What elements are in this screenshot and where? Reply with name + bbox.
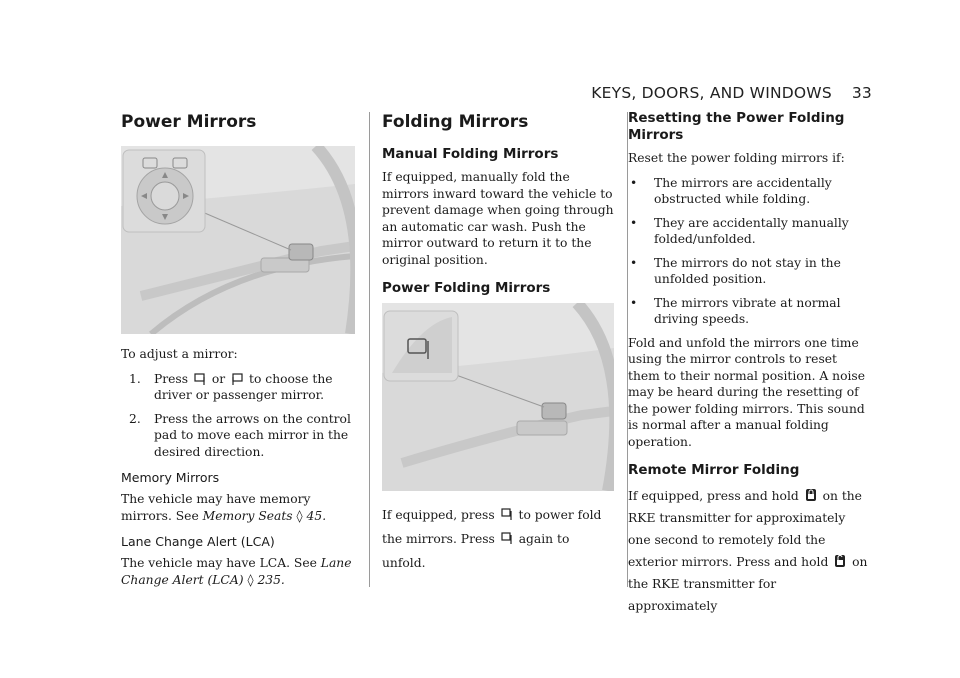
list-item — [628, 175, 868, 208]
bullet-text: The mirrors are accidentally obstructed while folding. — [654, 175, 832, 206]
intro-text: To adjust a mirror: — [121, 347, 238, 361]
memory-page-ref[interactable]: 45. — [306, 508, 327, 523]
lca-text — [121, 555, 357, 588]
adjust-steps — [121, 371, 357, 461]
mirror-control-illustration — [121, 146, 355, 334]
power-text: If equipped, press — [382, 508, 495, 522]
reset-conditions — [628, 175, 868, 328]
list-item — [628, 295, 868, 328]
unlock-key-icon — [834, 554, 846, 568]
step-text: Press the arrows on the control pad to move each mirror in the desired direction. — [154, 411, 351, 459]
remote-text: on the RKE transmitter for approximately — [628, 555, 868, 613]
bullet-text: They are accidentally manually folded/unfolded. — [654, 215, 849, 246]
left-mirror-select-icon — [194, 372, 206, 385]
page-ref-icon: ◊ — [296, 508, 303, 523]
lca-heading: Lane Change Alert (LCA) — [121, 534, 275, 549]
memory-mirrors-heading: Memory Mirrors — [121, 470, 220, 485]
folding-switch-illustration — [382, 303, 614, 491]
step-text: to choose the driver or passenger mirror. — [154, 371, 333, 402]
right-mirror-select-icon — [231, 372, 243, 385]
lock-key-icon — [805, 488, 817, 502]
running-header — [591, 84, 872, 102]
step-item — [121, 371, 357, 404]
memory-mirrors-text — [121, 491, 357, 524]
bullet-icon: • — [630, 175, 638, 190]
list-item — [628, 255, 868, 288]
step-text: Press — [154, 371, 189, 386]
bullet-text: The mirrors do not stay in the unfolded position. — [654, 255, 841, 286]
power-mirrors-heading: Power Mirrors — [121, 112, 257, 132]
column-3 — [628, 110, 868, 625]
lca-page-ref[interactable]: 235. — [257, 572, 285, 587]
reset-text: Fold and unfold the mirrors one time using the mirror controls to reset them to their normal position. A noise may be heard during the resetting of the power folding mirrors. This sound is normal after a manual folding operation. — [628, 335, 866, 449]
step-item — [121, 411, 357, 461]
lca-body: The vehicle may have LCA. See — [121, 556, 317, 570]
step-number: 1. — [129, 371, 141, 386]
bullet-icon: • — [630, 295, 638, 310]
step-text: or — [211, 371, 226, 386]
section-title: KEYS, DOORS, AND WINDOWS — [591, 84, 832, 102]
power-folding-heading: Power Folding Mirrors — [382, 280, 551, 296]
power-fold-icon — [501, 531, 513, 545]
manual-folding-text: If equipped, manually fold the mirrors inward toward the vehicle to prevent damage when going through an automatic car wash. Push the mirror outward to return it to the original position. — [382, 170, 614, 267]
column-1 — [121, 112, 357, 596]
reset-intro: Reset the power folding mirrors if: — [628, 151, 845, 165]
bullet-icon: • — [630, 255, 638, 270]
page-number: 33 — [851, 84, 872, 102]
lca-link[interactable]: Lane Change Alert (LCA) — [121, 556, 352, 587]
remote-text: If equipped, press and hold — [628, 489, 799, 503]
remote-folding-text — [628, 485, 868, 617]
power-folding-text — [382, 503, 615, 575]
list-item — [628, 215, 868, 248]
power-text: again to unfold. — [382, 532, 570, 570]
remote-text: on the RKE transmitter for approximately one second to remotely fold the exterior mirrors. Press and hold — [628, 489, 862, 569]
step-number: 2. — [129, 411, 141, 426]
memory-seats-link[interactable]: Memory Seats — [202, 508, 293, 523]
memory-text: The vehicle may have memory mirrors. See — [121, 492, 311, 523]
bullet-text: The mirrors vibrate at normal driving speeds. — [654, 295, 841, 326]
column-divider — [369, 112, 370, 587]
column-2 — [382, 112, 615, 583]
bullet-icon: • — [630, 215, 638, 230]
remote-folding-heading: Remote Mirror Folding — [628, 462, 800, 478]
power-text: to power fold the mirrors. Press — [382, 508, 602, 546]
manual-folding-heading: Manual Folding Mirrors — [382, 146, 559, 162]
power-fold-icon — [501, 507, 513, 521]
resetting-heading: Resetting the Power Folding Mirrors — [628, 110, 845, 143]
folding-mirrors-heading: Folding Mirrors — [382, 112, 529, 132]
page-ref-icon: ◊ — [247, 572, 254, 587]
